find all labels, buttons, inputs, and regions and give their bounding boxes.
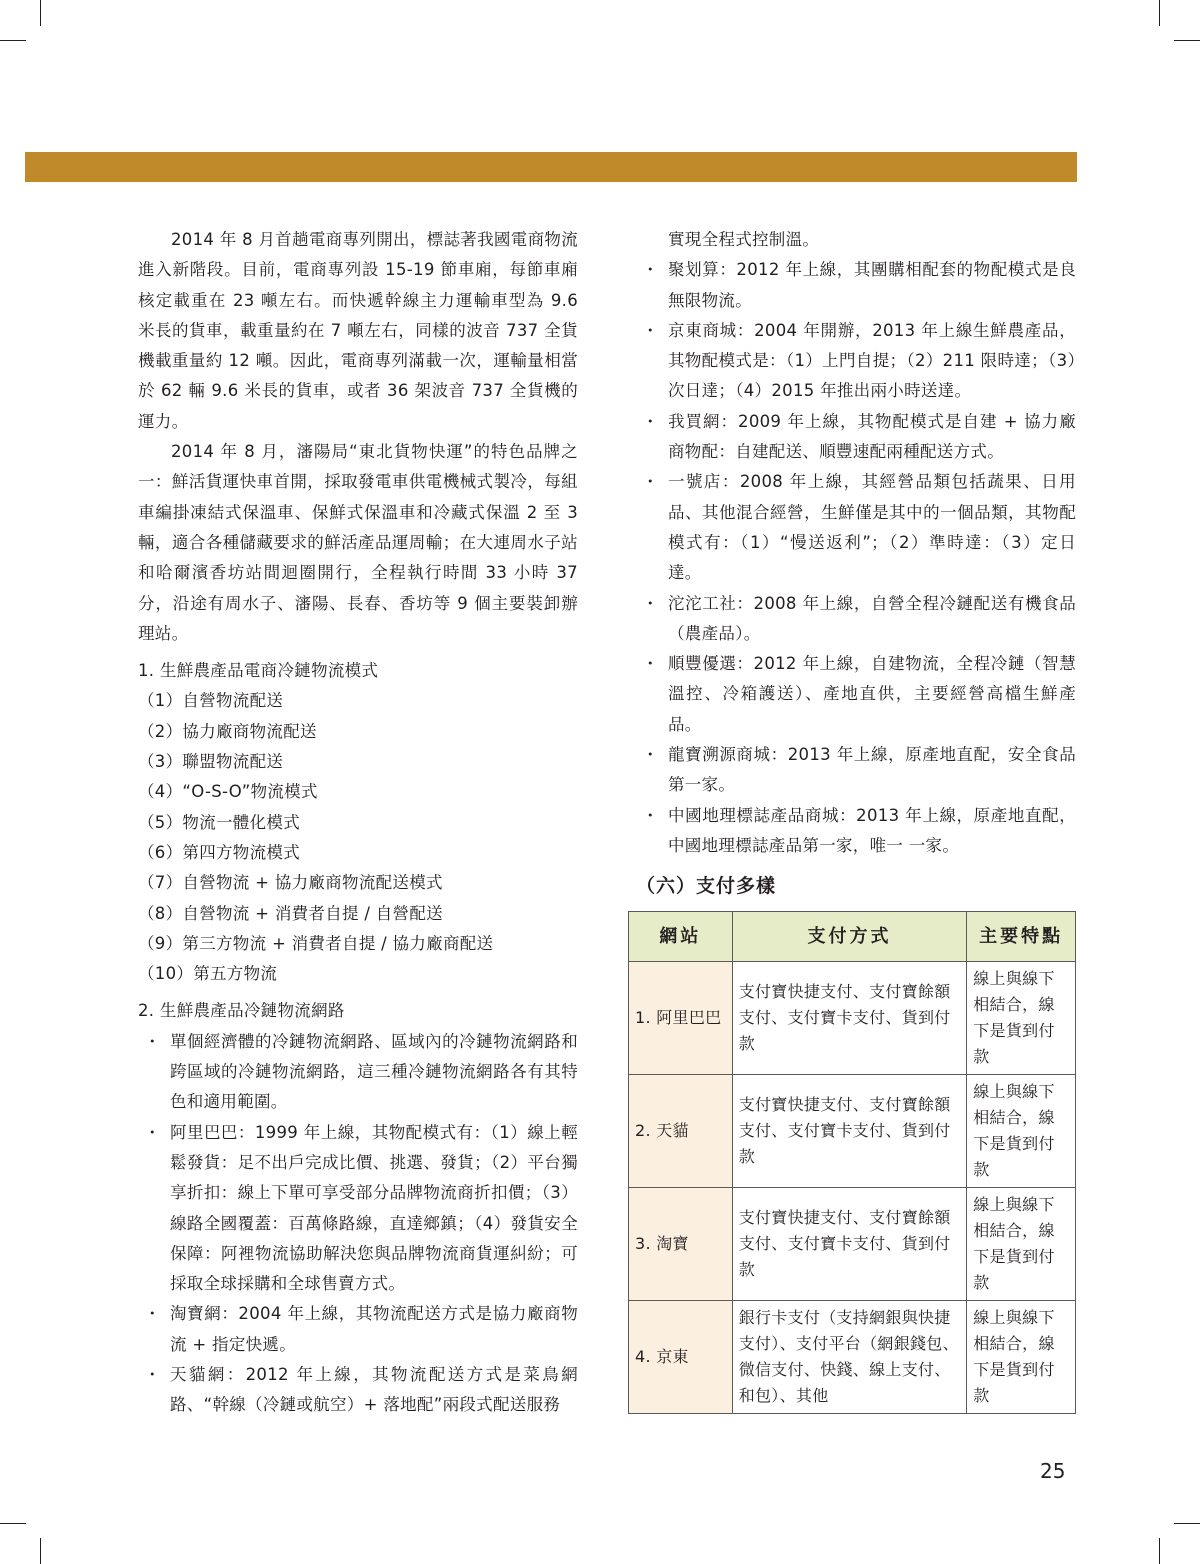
bullet-item bbox=[636, 589, 1076, 650]
list-item: （6）第四方物流模式 bbox=[138, 842, 300, 862]
list-item: （8）自營物流 + 消費者自提 / 自營配送 bbox=[138, 903, 443, 923]
bullet-item bbox=[138, 1118, 578, 1300]
bullet-item bbox=[636, 801, 1076, 862]
site-cell: 3. 淘寶 bbox=[629, 1188, 733, 1301]
method-cell: 銀行卡支付（支持網銀與快捷支付）、支付平台（網銀錢包、微信支付、快錢、線上支付、和包）、其他 bbox=[732, 1301, 967, 1414]
table-row bbox=[629, 1301, 1076, 1414]
crop-mark bbox=[1174, 40, 1200, 41]
bullet-text: 阿里巴巴：1999 年上線，其物配模式有：（1）線上輕鬆發貨：足不出戶完成比價、挑選、發貨；（2）平台獨享折扣：線上下單可享受部分品牌物流商折扣價；（3）線路全國覆蓋：百萬條路線，直達鄉鎮；（4）發貨安全保障：阿裡物流協助解決您與品牌物流商貨運糾紛；可採取全球採購和全球售賣方式。 bbox=[170, 1122, 578, 1294]
method-cell: 支付寶快捷支付、支付寶餘額支付、支付寶卡支付、貨到付款 bbox=[732, 1188, 967, 1301]
bullet-item bbox=[636, 740, 1076, 801]
bullet-mark: ・ bbox=[642, 472, 659, 492]
bullet-text: 淘寶網：2004 年上線，其物流配送方式是協力廠商物流 + 指定快遞。 bbox=[170, 1304, 578, 1354]
bullet-mark: ・ bbox=[144, 1304, 161, 1324]
crop-mark bbox=[1159, 1538, 1160, 1564]
header-band bbox=[25, 152, 1077, 182]
bullet-mark: ・ bbox=[642, 805, 659, 825]
bullet-mark: ・ bbox=[144, 1031, 161, 1051]
table-row bbox=[629, 962, 1076, 1075]
table-row bbox=[629, 1188, 1076, 1301]
bullet-mark: ・ bbox=[642, 593, 659, 613]
bullet-item bbox=[636, 255, 1076, 316]
table-header-row bbox=[629, 912, 1076, 962]
bullet-continuation: 實現全程式控制溫。 bbox=[668, 230, 820, 249]
bullet-text: 天貓網：2012 年上線，其物流配送方式是菜鳥網路、“幹線（冷鏈或航空）+ 落地配”兩段式配送服務 bbox=[170, 1364, 578, 1415]
bullet-item bbox=[636, 649, 1076, 740]
list-item: （2）協力廠商物流配送 bbox=[138, 721, 317, 741]
method-cell: 支付寶快捷支付、支付寶餘額支付、支付寶卡支付、貨到付款 bbox=[732, 962, 967, 1075]
bullet-item bbox=[636, 407, 1076, 468]
paragraph: 2014 年 8 月首趟電商專列開出，標誌著我國電商物流進入新階段。目前，電商專列設 15-19 節車廂，每節車廂核定載重在 23 噸左右。而快遞幹線主力運輸車型為 9.6 米長的貨車，載重量約在 7 噸左右，同樣的波音 737 全貨機載重量約 12 噸。因此，電商專列滿載一次，運輸量相當於 62 輛 9.6 米長的貨車，或者 36 架波音 737 全貨機的運力。 bbox=[138, 230, 578, 431]
feature-cell: 線上與線下相結合，線下是貨到付款 bbox=[967, 1075, 1076, 1188]
bullet-text: 京東商城：2004 年開辦，2013 年上線生鮮農產品，其物配模式是：（1）上門自提；（2）211 限時達；（3）次日達；（4）2015 年推出兩小時送達。 bbox=[668, 320, 1076, 401]
bullet-text: 單個經濟體的冷鏈物流網路、區域內的冷鏈物流網路和跨區域的冷鏈物流網路，這三種冷鏈物流網路各有其特色和適用範圍。 bbox=[170, 1031, 578, 1112]
list-item: （3）聯盟物流配送 bbox=[138, 752, 284, 772]
right-column bbox=[636, 225, 1076, 901]
bullet-item bbox=[138, 1027, 578, 1118]
table-row bbox=[629, 1075, 1076, 1188]
list-item: （4）“O-S-O”物流模式 bbox=[138, 782, 318, 802]
column-header: 網站 bbox=[629, 912, 733, 962]
method-cell: 支付寶快捷支付、支付寶餘額支付、支付寶卡支付、貨到付款 bbox=[732, 1075, 967, 1188]
crop-mark bbox=[40, 1538, 41, 1564]
bullet-text: 我買網：2009 年上線，其物配模式是自建 + 協力廠商物配：自建配送、順豐速配兩種配送方式。 bbox=[668, 411, 1076, 462]
bullet-mark: ・ bbox=[642, 745, 659, 765]
crop-mark bbox=[0, 1523, 26, 1524]
list-item: （7）自營物流 + 協力廠商物流配送模式 bbox=[138, 873, 443, 893]
site-cell: 4. 京東 bbox=[629, 1301, 733, 1414]
bullet-item bbox=[636, 467, 1076, 588]
crop-mark bbox=[0, 40, 26, 41]
feature-cell: 線上與線下相結合，線下是貨到付款 bbox=[967, 962, 1076, 1075]
bullet-mark: ・ bbox=[642, 411, 659, 431]
page-number: 25 bbox=[1040, 1459, 1066, 1483]
list-item: （5）物流一體化模式 bbox=[138, 812, 300, 832]
column-header: 主要特點 bbox=[967, 912, 1076, 962]
column-header: 支付方式 bbox=[732, 912, 967, 962]
section-title: 1. 生鮮農產品電商冷鏈物流模式 bbox=[138, 661, 379, 681]
bullet-mark: ・ bbox=[642, 320, 659, 340]
site-cell: 2. 天貓 bbox=[629, 1075, 733, 1188]
bullet-mark: ・ bbox=[642, 260, 659, 280]
list-item: （1）自營物流配送 bbox=[138, 691, 284, 711]
bullet-text: 中國地理標誌產品商城：2013 年上線，原產地直配，中國地理標誌產品第一家，唯一 一家。 bbox=[668, 805, 1076, 855]
bullet-mark: ・ bbox=[642, 654, 659, 674]
bullet-text: 龍寶溯源商城：2013 年上線，原產地直配，安全食品第一家。 bbox=[668, 745, 1076, 795]
bullet-text: 沱沱工社：2008 年上線，自營全程冷鏈配送有機食品（農產品）。 bbox=[668, 593, 1076, 643]
bullet-text: 順豐優選：2012 年上線，自建物流，全程冷鏈（智慧溫控、冷箱護送）、產地直供，主要經營高檔生鮮產品。 bbox=[668, 654, 1076, 734]
list-item: （10）第五方物流 bbox=[138, 964, 278, 984]
crop-mark bbox=[1174, 1523, 1200, 1524]
bullet-text: 聚划算：2012 年上線，其團購相配套的物配模式是良無限物流。 bbox=[668, 260, 1076, 310]
bullet-item bbox=[138, 1299, 578, 1360]
bullet-mark: ・ bbox=[144, 1122, 161, 1142]
crop-mark bbox=[40, 0, 41, 26]
list-item: （9）第三方物流 + 消費者自提 / 協力廠商配送 bbox=[138, 933, 494, 953]
crop-mark bbox=[1159, 0, 1160, 26]
payment-table bbox=[628, 911, 1076, 1414]
section-title: 2. 生鮮農產品冷鏈物流網路 bbox=[138, 1001, 345, 1021]
paragraph: 2014 年 8 月，瀋陽局“東北貨物快運”的特色品牌之一：鮮活貨運快車首開，採取發電車供電機械式製冷，每組車編掛凍結式保溫車、保鮮式保溫車和冷藏式保溫 2 至 3 輛，適合各種儲藏要求的鮮活產品運周輸；在大連周水子站和哈爾濱香坊站間迴圈開行，全程執行時間 33 小時 37 分，沿途有周水子、瀋陽、長春、香坊等 9 個主要裝卸辦理站。 bbox=[138, 442, 578, 643]
feature-cell: 線上與線下相結合，線下是貨到付款 bbox=[967, 1301, 1076, 1414]
left-column bbox=[138, 225, 578, 1421]
bullet-item bbox=[138, 1360, 578, 1421]
site-cell: 1. 阿里巴巴 bbox=[629, 962, 733, 1075]
bullet-mark: ・ bbox=[144, 1364, 161, 1384]
bullet-text: 一號店：2008 年上線，其經營品類包括蔬果、日用品、其他混合經營，生鮮僅是其中的一個品類，其物配模式有：（1）“慢送返利”；（2）準時達：（3）定日達。 bbox=[668, 472, 1076, 583]
section-title: （六）支付多樣 bbox=[636, 875, 777, 898]
bullet-item bbox=[636, 316, 1076, 407]
feature-cell: 線上與線下相結合，線下是貨到付款 bbox=[967, 1188, 1076, 1301]
